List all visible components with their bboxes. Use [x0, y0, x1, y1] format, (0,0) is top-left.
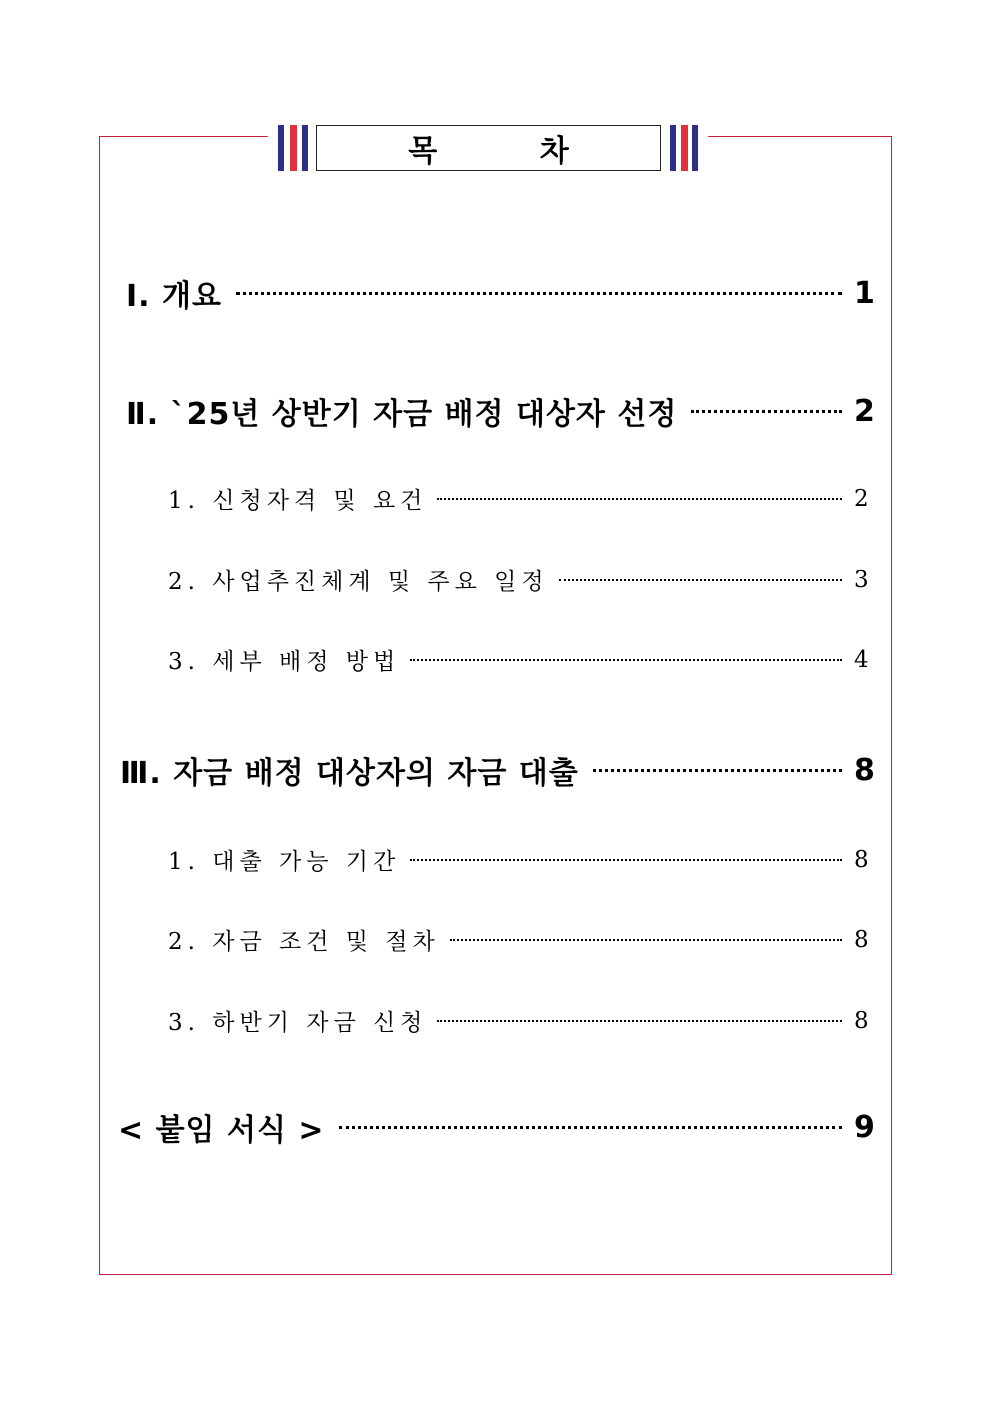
toc-entry-3-2[interactable] — [168, 923, 872, 956]
toc-entry-page: 8 — [854, 1007, 874, 1034]
leader-dots — [450, 939, 842, 941]
toc-entry-2-1[interactable] — [168, 482, 872, 515]
toc-entry-label: 1. 신청자격 및 요건 — [168, 488, 428, 514]
leader-dots — [437, 498, 842, 500]
toc-entry-page: 1 — [854, 275, 876, 311]
right-navy-stripe — [670, 125, 676, 171]
toc-entry-page: 4 — [854, 646, 874, 673]
toc-title: 목 차 — [316, 125, 661, 171]
leader-dots — [559, 579, 842, 581]
leader-dots — [410, 659, 842, 661]
toc-entry-2[interactable] — [126, 389, 876, 433]
right-red-stripe — [681, 125, 688, 171]
toc-entry-label: 3. 하반기 자금 신청 — [168, 1010, 428, 1036]
toc-entry-label: 2. 사업추진체계 및 주요 일정 — [168, 569, 549, 595]
toc-entry-1[interactable] — [126, 271, 876, 315]
leader-dots — [410, 859, 842, 861]
toc-entry-page: 2 — [854, 485, 874, 512]
toc-entry-page: 9 — [854, 1109, 876, 1145]
toc-entry-page: 2 — [854, 393, 876, 429]
leader-dots — [593, 769, 842, 772]
toc-entry-label: 1. 대출 가능 기간 — [168, 849, 401, 875]
toc-entry-page: 8 — [854, 752, 876, 788]
right-navy-stripe-2 — [692, 125, 698, 171]
toc-entry-appendix[interactable] — [118, 1105, 876, 1149]
left-navy-stripe — [278, 125, 284, 171]
toc-entry-3[interactable] — [120, 748, 876, 792]
leader-dots — [236, 292, 842, 295]
toc-entry-2-3[interactable] — [168, 643, 872, 676]
toc-entry-label: Ⅱ. `25년 상반기 자금 배정 대상자 선정 — [126, 397, 678, 432]
toc-entry-2-2[interactable] — [168, 563, 872, 596]
toc-entry-label: Ⅲ. 자금 배정 대상자의 자금 대출 — [120, 756, 579, 791]
toc-entry-page: 8 — [854, 926, 874, 953]
toc-entry-page: 3 — [854, 566, 874, 593]
toc-entry-label: 2. 자금 조건 및 절차 — [168, 929, 440, 955]
leader-dots — [691, 410, 842, 413]
toc-entry-label: Ⅰ. 개요 — [126, 279, 222, 314]
toc-entry-label: < 붙임 서식 > — [118, 1113, 325, 1148]
toc-entry-3-3[interactable] — [168, 1004, 872, 1037]
left-navy-stripe-2 — [302, 125, 308, 171]
toc-entry-3-1[interactable] — [168, 843, 872, 876]
leader-dots — [437, 1020, 842, 1022]
leader-dots — [339, 1126, 842, 1129]
left-red-stripe — [290, 125, 297, 171]
toc-entry-page: 8 — [854, 846, 874, 873]
toc-entry-label: 3. 세부 배정 방법 — [168, 649, 401, 675]
